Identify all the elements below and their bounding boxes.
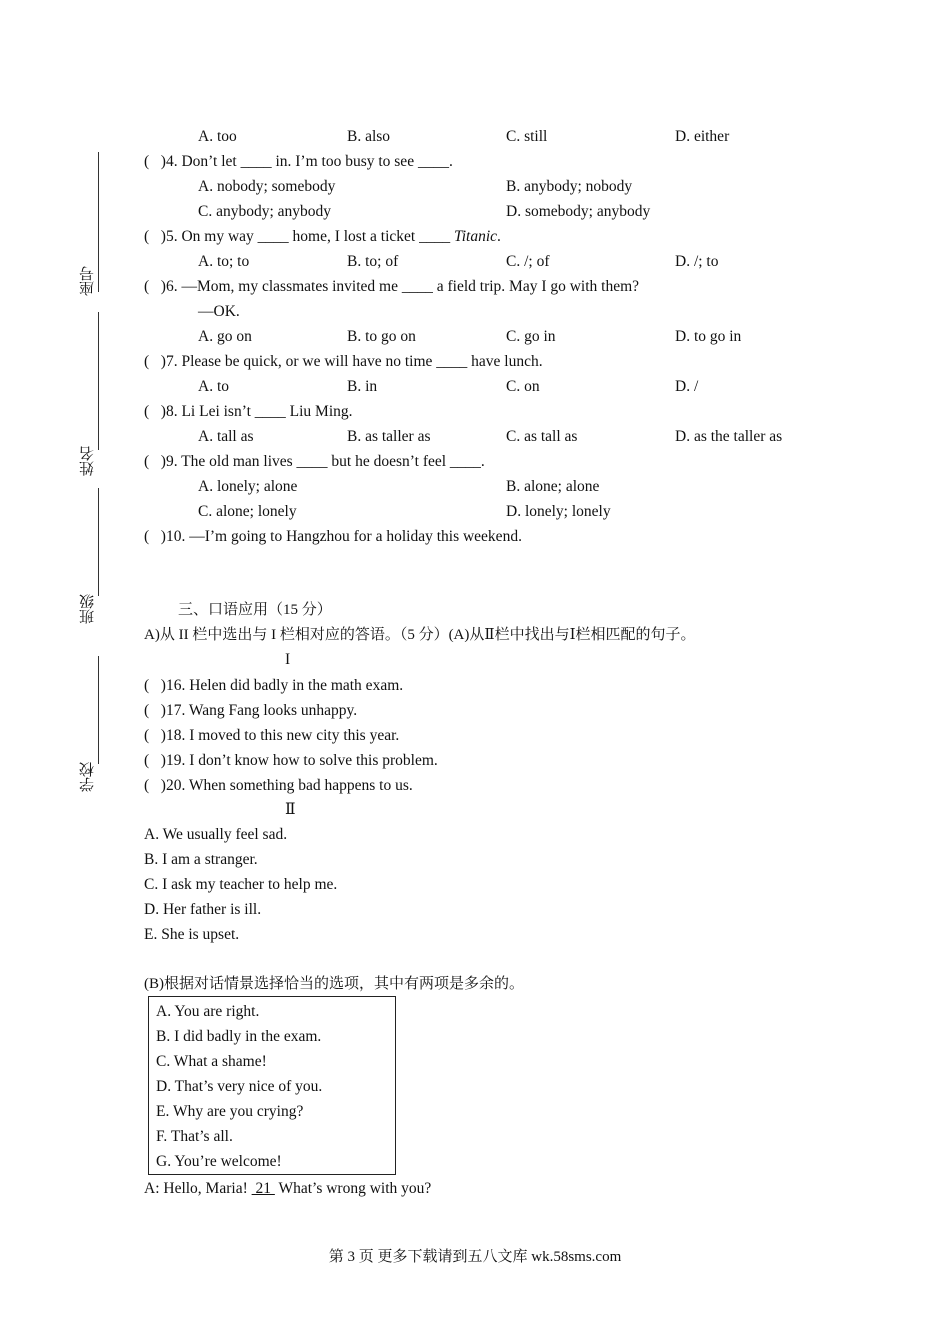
answer-item: D. Her father is ill. — [144, 901, 262, 918]
name-label: 姓名 — [80, 446, 96, 476]
option: B. alone; alone — [506, 478, 600, 495]
class-label: 班级 — [80, 594, 96, 624]
option: B. to go on — [347, 328, 416, 345]
question-stem: ( )6. —Mom, my classmates invited me ____ a field trip. May I go with them? — [144, 278, 640, 295]
matching-item: ( )18. I moved to this new city this year. — [144, 727, 400, 744]
option: C. alone; lonely — [198, 503, 297, 520]
binding-line — [98, 312, 99, 450]
box-option: E. Why are you crying? — [156, 1103, 304, 1120]
binding-line — [98, 656, 99, 764]
question-stem: ( )10. —I’m going to Hangzhou for a holiday this weekend. — [144, 528, 522, 545]
option: D. as the taller as — [675, 428, 783, 445]
option: B. anybody; nobody — [506, 178, 633, 195]
option: C. /; of — [506, 253, 550, 270]
box-option: C. What a shame! — [156, 1053, 267, 1070]
part-a-instruction: A)从 II 栏中选出与 I 栏相对应的答语。（5 分）(A)从Ⅱ栏中找出与Ⅰ栏相匹配的句子。 — [144, 627, 696, 643]
option: A. to — [198, 378, 229, 395]
matching-item: ( )20. When something bad happens to us. — [144, 777, 413, 794]
option: B. to; of — [347, 253, 399, 270]
option: A. go on — [198, 328, 252, 345]
box-option: F. That’s all. — [156, 1128, 233, 1145]
page-footer: 第 3 页 更多下载请到五八文库 wk.58sms.com — [328, 1249, 622, 1265]
answer-item: A. We usually feel sad. — [144, 826, 288, 843]
option: A. too — [198, 128, 237, 145]
question-stem: ( )8. Li Lei isn’t ____ Liu Ming. — [144, 403, 353, 420]
part-b-instruction: (B)根据对话情景选择恰当的选项，其中有两项是多余的。 — [144, 976, 524, 992]
question-stem: ( )9. The old man lives ____ but he doesn’t feel ____. — [144, 453, 485, 470]
option: D. either — [675, 128, 730, 145]
option: A. to; to — [198, 253, 250, 270]
option: D. to go in — [675, 328, 742, 345]
option: C. on — [506, 378, 540, 395]
option: C. as tall as — [506, 428, 578, 445]
section-title: 三、口语应用（15 分） — [178, 602, 332, 618]
option: D. /; to — [675, 253, 719, 270]
box-option: D. That’s very nice of you. — [156, 1078, 323, 1095]
binding-line — [98, 488, 99, 596]
option: A. lonely; alone — [198, 478, 298, 495]
option: D. lonely; lonely — [506, 503, 611, 520]
dialog-text: A: Hello, Maria! — [144, 1180, 252, 1197]
option: C. go in — [506, 328, 556, 345]
question-stem — [144, 227, 501, 247]
matching-item: ( )16. Helen did badly in the math exam. — [144, 677, 404, 694]
option: B. as taller as — [347, 428, 431, 445]
column-2-heading: Ⅱ — [285, 801, 296, 818]
option: B. also — [347, 128, 391, 145]
box-option: B. I did badly in the exam. — [156, 1028, 322, 1045]
option: A. tall as — [198, 428, 254, 445]
stem-text: ( )5. On my way ____ home, I lost a ticket ____ — [144, 228, 454, 245]
option: D. / — [675, 378, 699, 395]
dialog-text: What’s wrong with you? — [274, 1180, 432, 1197]
answer-item: E. She is upset. — [144, 926, 240, 943]
option: C. anybody; anybody — [198, 203, 332, 220]
matching-item: ( )19. I don’t know how to solve this problem. — [144, 752, 438, 769]
option: D. somebody; anybody — [506, 203, 651, 220]
answer-item: B. I am a stranger. — [144, 851, 258, 868]
option: A. nobody; somebody — [198, 178, 336, 195]
box-option: A. You are right. — [156, 1003, 260, 1020]
question-reply: —OK. — [198, 303, 240, 320]
answer-item: C. I ask my teacher to help me. — [144, 876, 338, 893]
dialog-line — [144, 1179, 431, 1199]
school-label: 学校 — [80, 762, 96, 792]
seat-number-label: 座号 — [80, 266, 96, 296]
stem-text: . — [497, 228, 501, 245]
matching-item: ( )17. Wang Fang looks unhappy. — [144, 702, 358, 719]
option: B. in — [347, 378, 378, 395]
answer-blank: 21 — [251, 1180, 275, 1197]
question-stem: ( )7. Please be quick, or we will have no time ____ have lunch. — [144, 353, 543, 370]
option: C. still — [506, 128, 548, 145]
question-stem: ( )4. Don’t let ____ in. I’m too busy to see ____. — [144, 153, 453, 170]
movie-title: Titanic — [453, 228, 498, 245]
column-1-heading: I — [285, 651, 291, 668]
box-option: G. You’re welcome! — [156, 1153, 282, 1170]
